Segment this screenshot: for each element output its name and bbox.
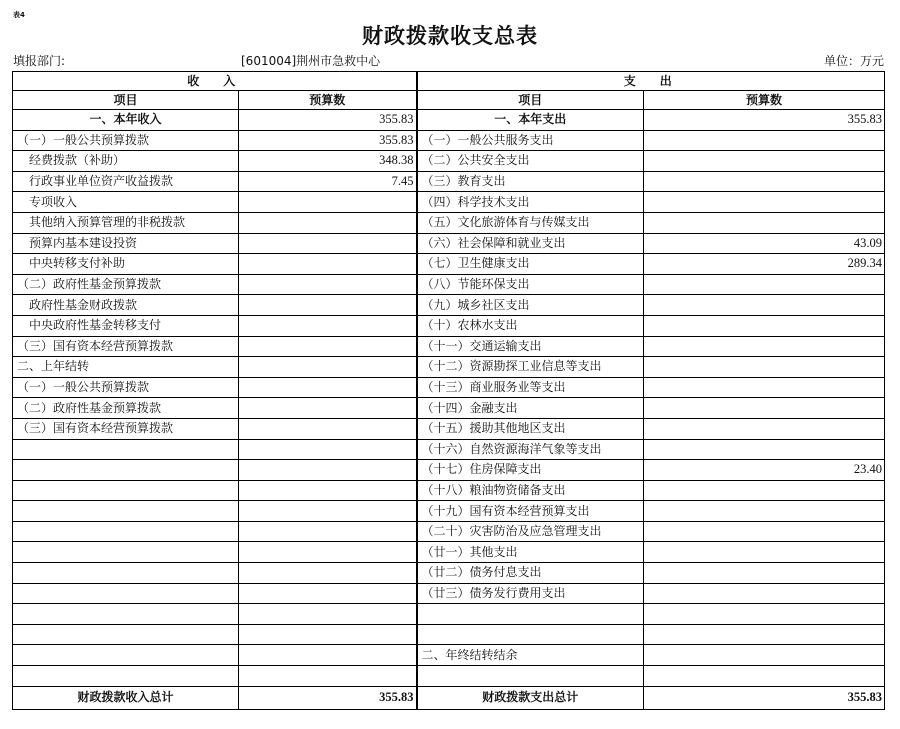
expense-item-cell: （十三）商业服务业等支出 xyxy=(417,377,644,398)
income-item-cell xyxy=(13,521,239,542)
expense-item-cell: （廿一）其他支出 xyxy=(417,542,644,563)
expense-value-cell: 355.83 xyxy=(644,110,885,131)
expense-value-cell xyxy=(644,212,885,233)
expense-item-cell: 二、年终结转结余 xyxy=(417,645,644,666)
income-value-cell xyxy=(239,624,417,645)
column-header-row xyxy=(13,91,885,110)
income-item-cell xyxy=(13,666,239,687)
income-item-cell: 一、本年收入 xyxy=(13,110,239,131)
expense-item-cell: （四）科学技术支出 xyxy=(417,192,644,213)
table-row xyxy=(13,233,885,254)
expense-item-cell: （十七）住房保障支出 xyxy=(417,460,644,481)
income-item-cell: （二）政府性基金预算拨款 xyxy=(13,398,239,419)
table-row xyxy=(13,171,885,192)
table-row xyxy=(13,666,885,687)
expense-item-cell xyxy=(417,624,644,645)
income-value-cell xyxy=(239,295,417,316)
table-row xyxy=(13,418,885,439)
expense-item-cell: （十四）金融支出 xyxy=(417,398,644,419)
income-item-cell: 中央转移支付补助 xyxy=(13,254,239,275)
table-row xyxy=(13,583,885,604)
income-value-cell xyxy=(239,521,417,542)
income-item-cell: 经费拨款（补助） xyxy=(13,151,239,172)
income-item-cell: 二、上年结转 xyxy=(13,357,239,378)
table-row xyxy=(13,563,885,584)
expense-value-cell xyxy=(644,501,885,522)
table-row xyxy=(13,192,885,213)
expense-value-cell xyxy=(644,171,885,192)
expense-item-cell: （十九）国有资本经营预算支出 xyxy=(417,501,644,522)
income-item-header: 项目 xyxy=(13,91,239,110)
expense-item-header: 项目 xyxy=(417,91,644,110)
expense-item-cell xyxy=(417,604,644,625)
budget-summary-table xyxy=(12,71,885,710)
expense-value-cell xyxy=(644,563,885,584)
expense-value-cell xyxy=(644,398,885,419)
expense-item-cell: （二）公共安全支出 xyxy=(417,151,644,172)
expense-value-cell: 289.34 xyxy=(644,254,885,275)
expense-value-cell xyxy=(644,336,885,357)
income-value-cell xyxy=(239,583,417,604)
expense-item-cell: （十二）资源勘探工业信息等支出 xyxy=(417,357,644,378)
income-item-cell xyxy=(13,439,239,460)
table-row xyxy=(13,295,885,316)
expense-section-header: 支 出 xyxy=(417,72,885,91)
section-header-row xyxy=(13,72,885,91)
income-section-header: 收 入 xyxy=(13,72,417,91)
expense-value-cell xyxy=(644,418,885,439)
income-item-cell: 行政事业单位资产收益拨款 xyxy=(13,171,239,192)
income-value-cell: 355.83 xyxy=(239,130,417,151)
expense-value-cell xyxy=(644,521,885,542)
income-value-cell xyxy=(239,542,417,563)
table-row xyxy=(13,542,885,563)
expense-item-cell: （十一）交通运输支出 xyxy=(417,336,644,357)
income-budget-header: 预算数 xyxy=(239,91,417,110)
table-row xyxy=(13,130,885,151)
income-item-cell xyxy=(13,563,239,584)
income-value-cell xyxy=(239,604,417,625)
income-item-cell: （一）一般公共预算拨款 xyxy=(13,377,239,398)
income-value-cell xyxy=(239,418,417,439)
expense-value-cell xyxy=(644,192,885,213)
income-value-cell: 348.38 xyxy=(239,151,417,172)
expense-total-label: 财政拨款支出总计 xyxy=(417,686,644,709)
table-row xyxy=(13,212,885,233)
expense-value-cell xyxy=(644,357,885,378)
expense-item-cell: （五）文化旅游体育与传媒支出 xyxy=(417,212,644,233)
income-value-cell xyxy=(239,212,417,233)
expense-value-cell xyxy=(644,315,885,336)
table-row xyxy=(13,624,885,645)
income-value-cell xyxy=(239,460,417,481)
expense-item-cell: 一、本年支出 xyxy=(417,110,644,131)
income-item-cell xyxy=(13,460,239,481)
expense-item-cell: （七）卫生健康支出 xyxy=(417,254,644,275)
expense-item-cell: （廿三）债务发行费用支出 xyxy=(417,583,644,604)
expense-value-cell: 43.09 xyxy=(644,233,885,254)
table-row xyxy=(13,439,885,460)
income-item-cell: （三）国有资本经营预算拨款 xyxy=(13,336,239,357)
income-value-cell xyxy=(239,377,417,398)
expense-item-cell: （八）节能环保支出 xyxy=(417,274,644,295)
table-number-label: 表4 xyxy=(13,11,25,19)
income-item-cell: 中央政府性基金转移支付 xyxy=(13,315,239,336)
table-row xyxy=(13,254,885,275)
income-item-cell xyxy=(13,501,239,522)
table-row xyxy=(13,377,885,398)
income-value-cell: 7.45 xyxy=(239,171,417,192)
table-row xyxy=(13,151,885,172)
expense-item-cell: （十八）粮油物资储备支出 xyxy=(417,480,644,501)
expense-value-cell xyxy=(644,130,885,151)
income-item-cell: （一）一般公共预算拨款 xyxy=(13,130,239,151)
expense-item-cell: （十六）自然资源海洋气象等支出 xyxy=(417,439,644,460)
expense-item-cell: （三）教育支出 xyxy=(417,171,644,192)
table-row xyxy=(13,336,885,357)
expense-value-cell xyxy=(644,151,885,172)
table-row xyxy=(13,604,885,625)
table-row xyxy=(13,357,885,378)
income-value-cell: 355.83 xyxy=(239,110,417,131)
table-row xyxy=(13,110,885,131)
expense-value-cell xyxy=(644,604,885,625)
income-item-cell xyxy=(13,583,239,604)
page-title: 财政拨款收支总表 xyxy=(362,24,538,48)
totals-row xyxy=(13,686,885,709)
unit-label: 单位：万元 xyxy=(823,54,884,68)
expense-item-cell: （六）社会保障和就业支出 xyxy=(417,233,644,254)
table-row xyxy=(13,460,885,481)
income-item-cell: 其他纳入预算管理的非税拨款 xyxy=(13,212,239,233)
expense-value-cell xyxy=(644,624,885,645)
table-row xyxy=(13,480,885,501)
income-value-cell xyxy=(239,254,417,275)
income-item-cell xyxy=(13,624,239,645)
expense-value-cell xyxy=(644,480,885,501)
expense-budget-header: 预算数 xyxy=(644,91,885,110)
expense-item-cell xyxy=(417,666,644,687)
income-value-cell xyxy=(239,192,417,213)
expense-value-cell xyxy=(644,542,885,563)
income-value-cell xyxy=(239,274,417,295)
income-value-cell xyxy=(239,233,417,254)
income-value-cell xyxy=(239,645,417,666)
income-item-cell xyxy=(13,645,239,666)
expense-value-cell xyxy=(644,274,885,295)
expense-item-cell: （廿二）债务付息支出 xyxy=(417,563,644,584)
income-value-cell xyxy=(239,357,417,378)
table-row xyxy=(13,274,885,295)
expense-item-cell: （九）城乡社区支出 xyxy=(417,295,644,316)
income-value-cell xyxy=(239,501,417,522)
income-item-cell: （三）国有资本经营预算拨款 xyxy=(13,418,239,439)
income-item-cell: 政府性基金财政拨款 xyxy=(13,295,239,316)
income-value-cell xyxy=(239,480,417,501)
income-value-cell xyxy=(239,439,417,460)
expense-item-cell: （一）一般公共服务支出 xyxy=(417,130,644,151)
income-value-cell xyxy=(239,563,417,584)
table-row xyxy=(13,315,885,336)
expense-value-cell xyxy=(644,295,885,316)
department-value: [601004]荆州市急救中心 xyxy=(241,54,381,68)
income-value-cell xyxy=(239,336,417,357)
income-item-cell: （二）政府性基金预算拨款 xyxy=(13,274,239,295)
table-row xyxy=(13,645,885,666)
income-item-cell xyxy=(13,604,239,625)
expense-total-value: 355.83 xyxy=(644,686,885,709)
income-value-cell xyxy=(239,398,417,419)
expense-value-cell xyxy=(644,583,885,604)
income-total-label: 财政拨款收入总计 xyxy=(13,686,239,709)
expense-value-cell xyxy=(644,439,885,460)
income-item-cell xyxy=(13,542,239,563)
income-total-value: 355.83 xyxy=(239,686,417,709)
expense-item-cell: （十五）援助其他地区支出 xyxy=(417,418,644,439)
department-label: 填报部门: xyxy=(13,54,66,68)
income-item-cell: 专项收入 xyxy=(13,192,239,213)
income-item-cell xyxy=(13,480,239,501)
table-row xyxy=(13,521,885,542)
expense-item-cell: （二十）灾害防治及应急管理支出 xyxy=(417,521,644,542)
income-value-cell xyxy=(239,666,417,687)
expense-value-cell xyxy=(644,666,885,687)
expense-item-cell: （十）农林水支出 xyxy=(417,315,644,336)
expense-value-cell: 23.40 xyxy=(644,460,885,481)
income-value-cell xyxy=(239,315,417,336)
income-item-cell: 预算内基本建设投资 xyxy=(13,233,239,254)
table-row xyxy=(13,501,885,522)
expense-value-cell xyxy=(644,645,885,666)
expense-value-cell xyxy=(644,377,885,398)
table-row xyxy=(13,398,885,419)
